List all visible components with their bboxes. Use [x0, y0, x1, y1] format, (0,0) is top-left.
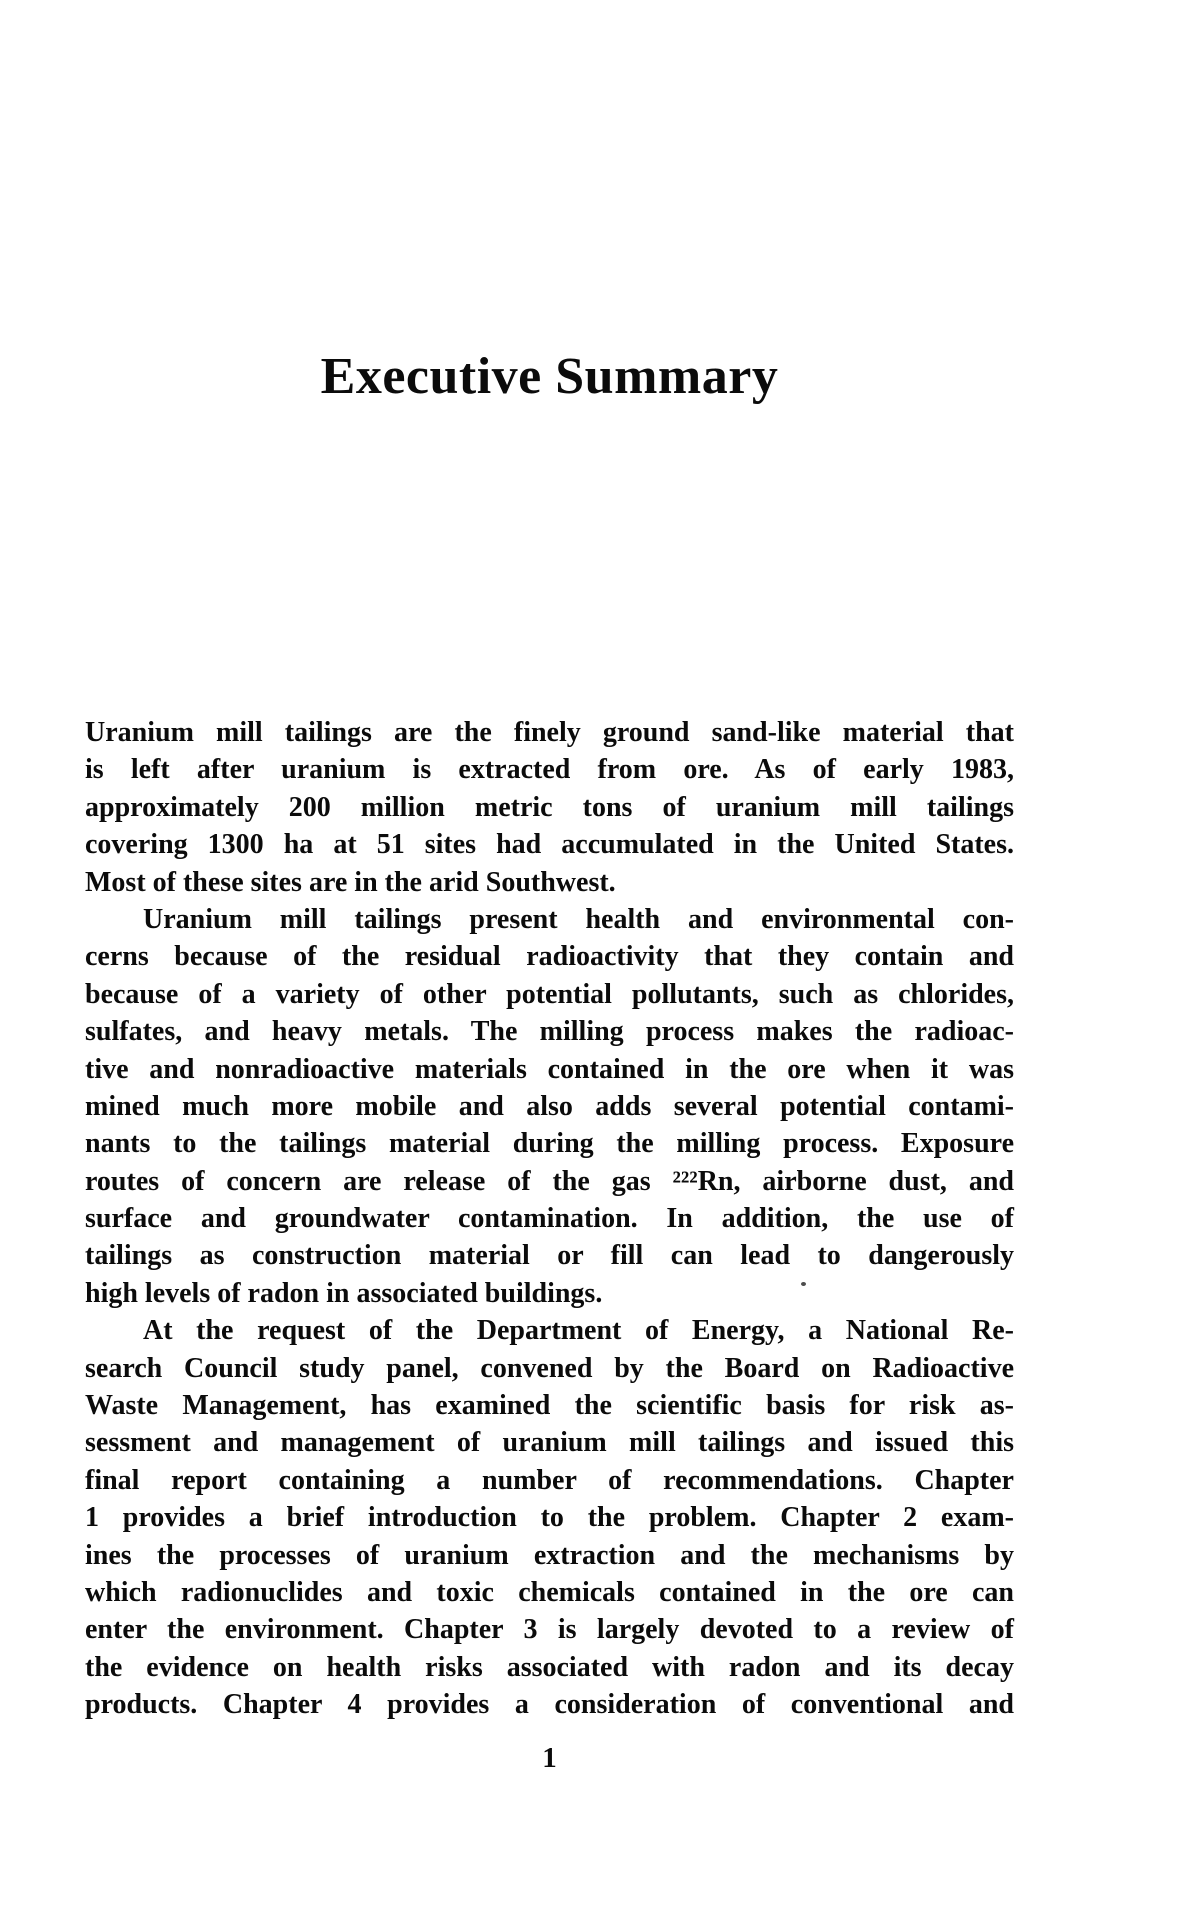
scan-artifact-dot: [801, 1282, 806, 1286]
text-line: sessment and management of uranium mill tailings and issued this: [85, 1427, 1014, 1459]
text-line: enter the environment. Chapter 3 is largely devoted to a review of: [85, 1614, 1014, 1646]
text-line: Most of these sites are in the arid Southwest.: [85, 866, 616, 898]
text-line: which radionuclides and toxic chemicals contained in the ore can: [85, 1576, 1014, 1608]
text-line: products. Chapter 4 provides a consideration of conventional and: [85, 1689, 1014, 1721]
page-title: Executive Summary: [320, 347, 779, 405]
text-line: cerns because of the residual radioactivity that they contain and: [85, 941, 1014, 973]
text-line: tive and nonradioactive materials contained in the ore when it was: [85, 1053, 1014, 1085]
paragraph: [85, 714, 1014, 901]
text-line: the evidence on health risks associated with radon and its decay: [85, 1651, 1014, 1683]
text-line: routes of concern are release of the gas ²²²Rn, airborne dust, and: [85, 1165, 1014, 1197]
text-line: because of a variety of other potential pollutants, such as chlorides,: [85, 978, 1014, 1010]
text-line: is left after uranium is extracted from ore. As of early 1983,: [85, 754, 1014, 786]
text-line: Uranium mill tailings are the finely ground sand-like material that: [85, 717, 1014, 748]
text-line: Waste Management, has examined the scientific basis for risk as-: [85, 1390, 1014, 1422]
text-line: mined much more mobile and also adds several potential contami-: [85, 1090, 1014, 1122]
text-line: At the request of the Department of Energy, a National Re-: [143, 1315, 1014, 1347]
page-number: 1: [542, 1742, 557, 1774]
text-line: ines the processes of uranium extraction and the mechanisms by: [85, 1539, 1014, 1571]
paragraph: [85, 1312, 1014, 1723]
text-line: nants to the tailings material during the milling process. Exposure: [85, 1128, 1014, 1160]
text-line: surface and groundwater contamination. In addition, the use of: [85, 1203, 1014, 1235]
text-line: Uranium mill tailings present health and environmental con-: [143, 903, 1014, 935]
text-line: sulfates, and heavy metals. The milling process makes the radioac-: [85, 1016, 1014, 1048]
text-line: 1 provides a brief introduction to the problem. Chapter 2 exam-: [85, 1502, 1014, 1534]
body-text: [85, 714, 1014, 1724]
text-line: tailings as construction material or fill can lead to dangerously: [85, 1240, 1014, 1272]
text-line: final report containing a number of recommendations. Chapter: [85, 1464, 1014, 1496]
text-line: covering 1300 ha at 51 sites had accumulated in the United States.: [85, 829, 1014, 861]
paragraph: [85, 901, 1014, 1312]
text-line: search Council study panel, convened by the Board on Radioactive: [85, 1352, 1014, 1384]
text-line: approximately 200 million metric tons of uranium mill tailings: [85, 791, 1014, 823]
text-line: high levels of radon in associated buildings.: [85, 1277, 603, 1309]
